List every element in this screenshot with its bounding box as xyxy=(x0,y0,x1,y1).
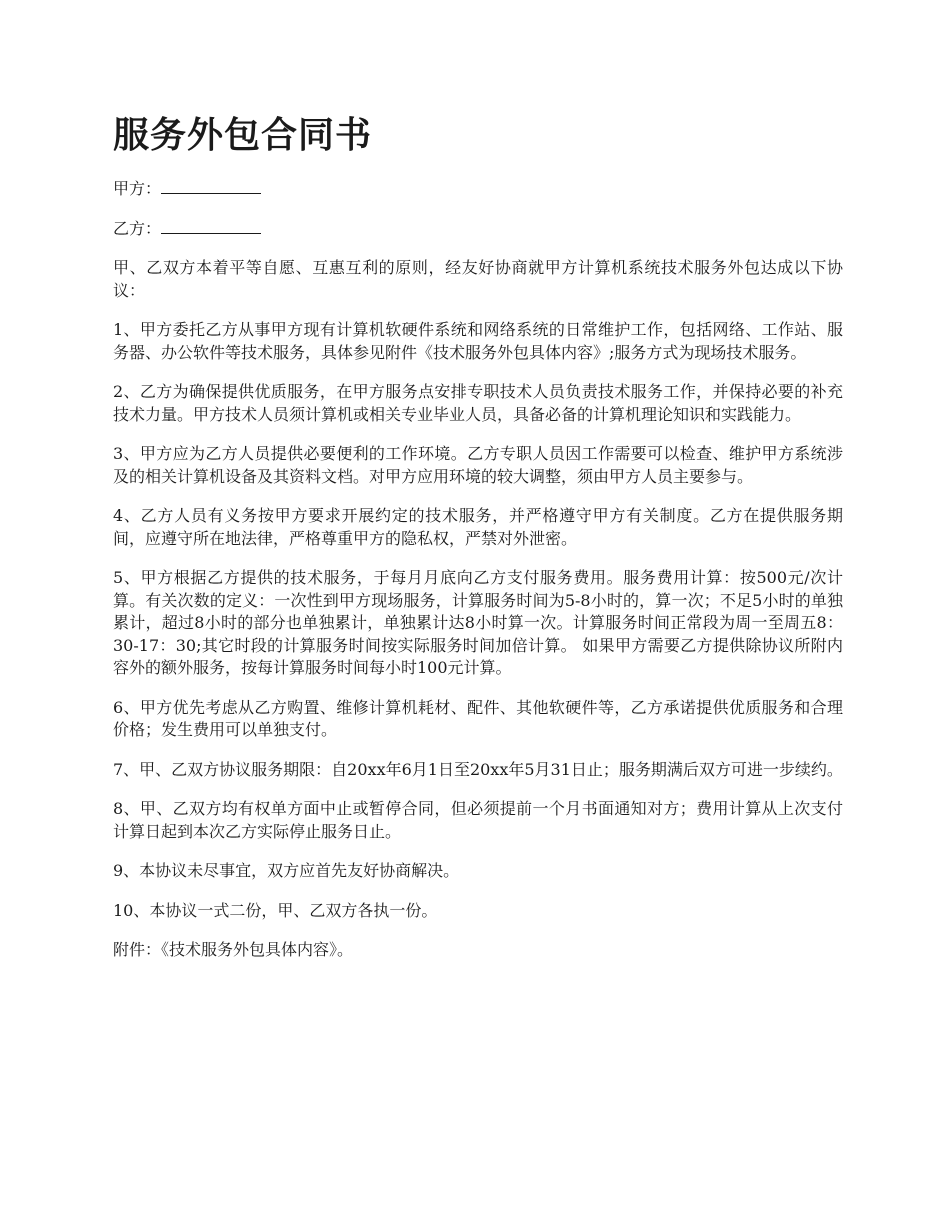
clause-8: 8、甲、乙双方均有权单方面中止或暂停合同，但必须提前一个月书面通知对方；费用计算从上次支付计算日起到本次乙方实际停止服务日止。 xyxy=(113,799,843,841)
clause-2: 2、乙方为确保提供优质服务，在甲方服务点安排专职技术人员负责技术服务工作，并保持必要的补充技术力量。甲方技术人员须计算机或相关专业毕业人员，具备必备的计算机理论知识和实践能力。 xyxy=(113,382,843,424)
clause-7: 7、甲、乙双方协议服务期限：自20xx年6月1日至20xx年5月31日止；服务期满后双方可进一步续约。 xyxy=(113,759,843,779)
intro-paragraph: 甲、乙双方本着平等自愿、互惠互利的原则，经友好协商就甲方计算机系统技术服务外包达成以下协议： xyxy=(113,258,843,300)
clause-4: 4、乙方人员有义务按甲方要求开展约定的技术服务，并严格遵守甲方有关制度。乙方在提供服务期间，应遵守所在地法律，严格尊重甲方的隐私权，严禁对外泄密。 xyxy=(113,506,843,548)
document-title: 服务外包合同书 xyxy=(113,115,373,156)
party-a-line xyxy=(113,178,843,201)
party-b-line xyxy=(113,218,843,241)
clause-6: 6、甲方优先考虑从乙方购置、维修计算机耗材、配件、其他软硬件等，乙方承诺提供优质服务和合理价格；发生费用可以单独支付。 xyxy=(113,697,843,739)
party-a-blank xyxy=(161,178,261,194)
clause-1: 1、甲方委托乙方从事甲方现有计算机软硬件系统和网络系统的日常维护工作，包括网络、工作站、服务器、办公软件等技术服务，具体参见附件《技术服务外包具体内容》;服务方式为现场技术服务。 xyxy=(113,320,843,362)
clause-9: 9、本协议未尽事宜，双方应首先友好协商解决。 xyxy=(113,861,460,880)
attachment-note: 附件：《技术服务外包具体内容》。 xyxy=(113,940,354,959)
document-page xyxy=(113,108,843,979)
party-b-blank xyxy=(161,218,261,234)
party-b-label: 乙方： xyxy=(113,218,162,238)
clause-3: 3、甲方应为乙方人员提供必要便利的工作环境。乙方专职人员因工作需要可以检查、维护甲方系统涉及的相关计算机设备及其资料文档。对甲方应用环境的较大调整，须由甲方人员主要参与。 xyxy=(113,444,843,486)
clause-5: 5、甲方根据乙方提供的技术服务，于每月月底向乙方支付服务费用。服务费用计算：按500元/次计算。有关次数的定义：一次性到甲方现场服务，计算服务时间为5-8小时的，算一次；不足5小时的单独累计，超过8小时的部分也单独累计，单独累计达8小时算一次。计算服务时间正常段为周一至周五8：30-17：30;其它时段的计算服务时间按实际服务时间加倍计算。 如果甲方需要乙方提供除协议所附内容外的额外服务，按每计算服务时间每小时100元计算。 xyxy=(113,568,843,677)
clause-10: 10、本协议一式二份，甲、乙双方各执一份。 xyxy=(113,900,438,920)
party-a-label: 甲方： xyxy=(113,179,162,198)
